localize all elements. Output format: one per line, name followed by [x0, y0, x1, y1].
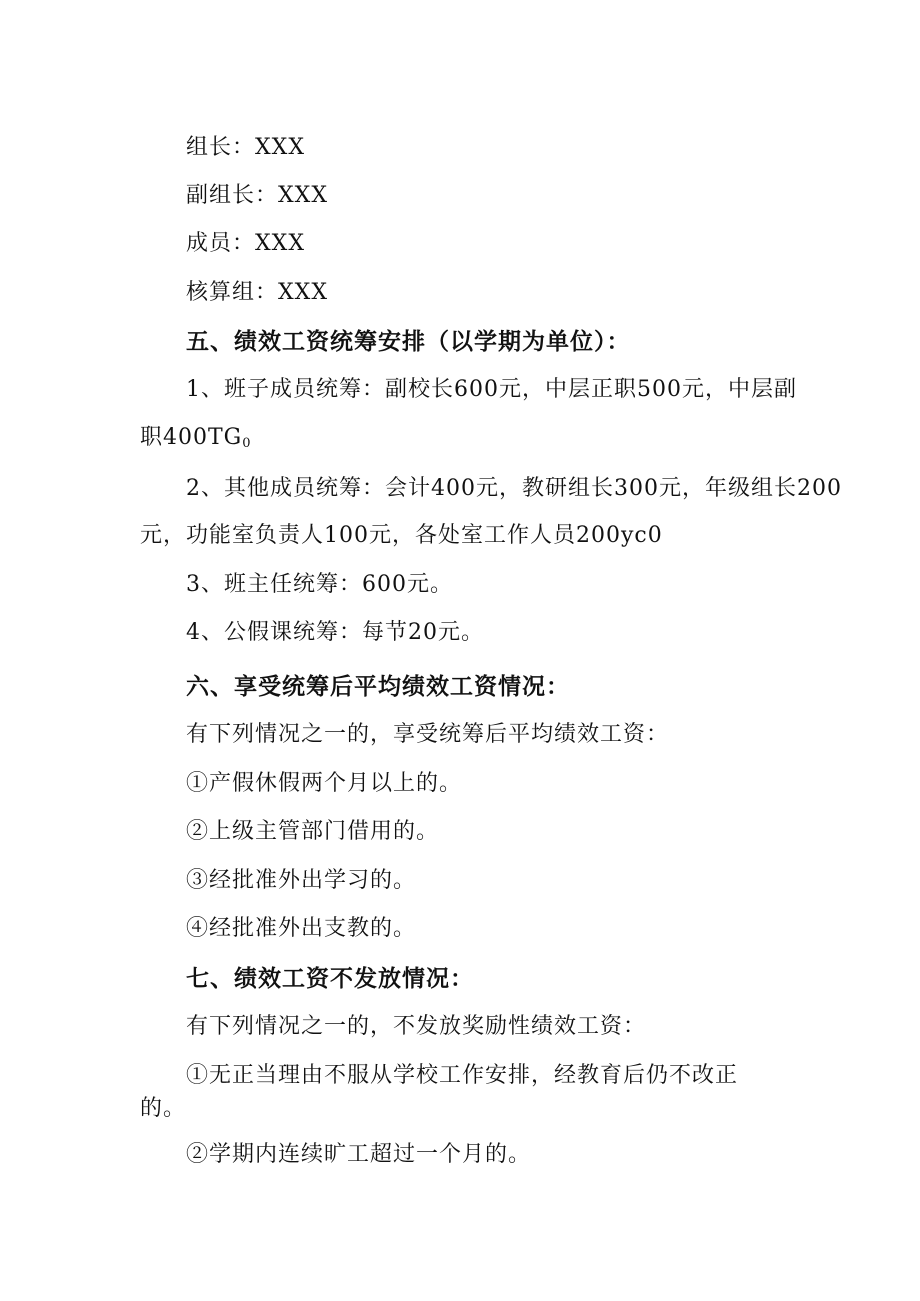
section-7-heading: 七、绩效工资不发放情况：	[186, 966, 474, 992]
section-7-intro: 有下列情况之一的，不发放奖励性绩效工资：	[186, 1014, 647, 1039]
section-6-item: ③经批准外出学习的。	[186, 868, 417, 893]
section-6-item: ④经批准外出支教的。	[186, 916, 417, 941]
section-5-item-1-line-1: 1、班子成员统筹：副校长600元，中层正职500元，中层副	[186, 377, 797, 402]
section-6-item: ①产假休假两个月以上的。	[186, 771, 463, 796]
section-5-item-3: 3、班主任统筹：600元。	[186, 572, 453, 597]
section-5-item-4: 4、公假课统筹：每节20元。	[186, 620, 484, 645]
section-7-item-1-line-2: 的。	[140, 1096, 187, 1121]
section-5-item-2-line-2: 元，功能室负责人100元，各处室工作人员200yc0	[140, 523, 663, 548]
section-6-item: ②上级主管部门借用的。	[186, 819, 440, 844]
section-6-intro: 有下列情况之一的，享受统筹后平均绩效工资：	[186, 722, 670, 747]
section-5-item-1-line-2	[140, 423, 251, 459]
section-5-item-1-line-2-text: 职400TG	[140, 425, 243, 450]
roster-leader: 组长：XXX	[186, 135, 305, 160]
roster-deputy-leader: 副组长：XXX	[186, 183, 328, 208]
section-7-item-1-line-1: ①无正当理由不服从学校工作安排，经教育后仍不改正	[186, 1063, 739, 1088]
roster-accounting-group: 核算组：XXX	[186, 280, 328, 305]
section-5-item-1-line-2-subscript: 0	[242, 436, 251, 451]
section-7-item-2: ②学期内连续旷工超过一个月的。	[186, 1142, 532, 1167]
section-5-item-2-line-1: 2、其他成员统筹：会计400元，教研组长300元，年级组长200	[186, 476, 842, 501]
section-6-heading: 六、享受统筹后平均绩效工资情况：	[186, 674, 570, 700]
section-5-heading: 五、绩效工资统筹安排（以学期为单位）：	[186, 329, 631, 355]
roster-members: 成员：XXX	[186, 231, 305, 256]
